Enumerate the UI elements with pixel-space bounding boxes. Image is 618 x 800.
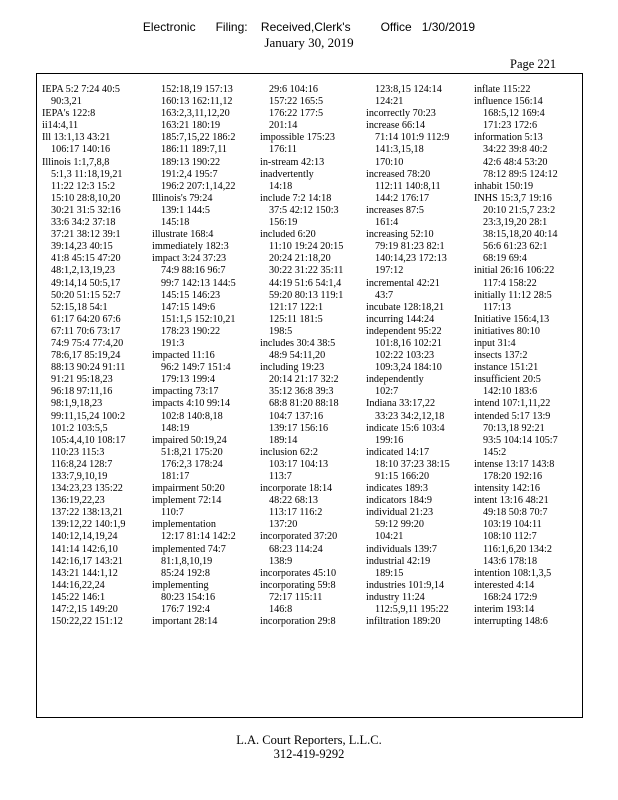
index-entry: incorporated 37:20 [260, 531, 338, 543]
index-entry-continuation: 81:1,8,10,19 [161, 555, 213, 567]
index-entry: influence 156:14 [474, 96, 543, 108]
index-entry: impacts 4:10 99:14 [152, 398, 231, 410]
index-entry: impossible 175:23 [260, 132, 335, 144]
index-entry-continuation: 85:24 192:8 [161, 567, 210, 579]
index-entry-continuation: 59:20 80:13 119:1 [269, 289, 344, 301]
index-entry: individual 21:23 [366, 507, 434, 519]
index-entry-continuation: 72:17 115:11 [269, 591, 323, 603]
index-entry: in-stream 42:13 [260, 156, 325, 168]
index-entry-continuation: 79:19 81:23 82:1 [375, 241, 445, 253]
index-entry-continuation: 74:9 75:4 77:4,20 [51, 337, 124, 349]
index-entry: inflate 115:22 [474, 84, 531, 95]
index-entry: Illinois's 79:24 [152, 192, 213, 204]
index-entry: incorporation 29:8 [260, 616, 336, 628]
index-entry-continuation: 143:6 178:18 [483, 555, 538, 567]
index-column-4 [366, 84, 467, 628]
index-entry: initially 11:12 28:5 [474, 289, 552, 301]
index-entry: impact 3:24 37:23 [152, 253, 227, 265]
index-entry: information 5:13 [474, 132, 543, 144]
index-entry-continuation: 15:10 28:8,10,20 [51, 192, 121, 204]
index-entry: include 7:2 14:18 [260, 192, 332, 204]
index-entry: inadvertently [260, 168, 314, 180]
index-entry: increased 78:20 [366, 168, 431, 180]
index-entry-continuation: 199:16 [375, 434, 404, 446]
index-entry: included 6:20 [260, 229, 316, 241]
index-entry-continuation: 141:3,15,18 [375, 144, 424, 156]
index-entry: implement 72:14 [152, 495, 222, 507]
index-entry-continuation: 101:2 103:5,5 [51, 422, 108, 434]
index-entry: Indiana 33:17,22 [366, 398, 436, 410]
reporter-phone: 312-419-9292 [273, 747, 345, 761]
index-entry-continuation: 116:8,24 128:7 [51, 458, 113, 470]
index-entry-continuation: 140:12,14,19,24 [51, 531, 118, 543]
index-entry: independent 95:22 [366, 325, 442, 337]
index-entry-continuation: 11:10 19:24 20:15 [269, 241, 344, 253]
index-entry-continuation: 133:7,9,10,19 [51, 471, 108, 482]
index-entry-continuation: 18:10 37:23 38:15 [375, 458, 450, 470]
filing-header [0, 20, 618, 50]
index-entry-continuation: 30:22 31:22 35:11 [269, 265, 344, 277]
index-entry: implementation [152, 519, 216, 531]
index-entry-continuation: 12:17 81:14 142:2 [161, 531, 236, 543]
index-entry-continuation: 98:1,9,18,23 [51, 398, 103, 410]
index-column-2 [152, 84, 253, 628]
index-entry-continuation: 117:13 [483, 301, 511, 313]
index-entry: intense 13:17 143:8 [474, 458, 555, 470]
index-entry-continuation: 71:14 101:9 112:9 [375, 132, 450, 144]
index-entry-continuation: 198:5 [269, 325, 293, 337]
index-entry-continuation: 117:4 158:22 [483, 277, 537, 289]
index-entry: IEPA 5:2 7:24 40:5 [42, 84, 121, 95]
index-entry: initial 26:16 106:22 [474, 265, 555, 277]
index-entry-continuation: 23:3,19,20 28:1 [483, 217, 548, 229]
index-entry: incremental 42:21 [366, 277, 440, 289]
index-entry-continuation: 14:18 [269, 180, 293, 192]
reporter-footer [0, 733, 618, 761]
index-entry-continuation: 106:17 140:16 [51, 144, 111, 156]
index-entry-continuation: 20:14 21:17 32:2 [269, 374, 339, 386]
index-entry-continuation: 43:7 [375, 289, 394, 301]
reporter-name: L.A. Court Reporters, L.L.C. [236, 733, 382, 747]
index-entry-continuation: 137:22 138:13,21 [51, 507, 123, 519]
index-entry: incorporating 59:8 [260, 579, 336, 591]
index-entry-continuation: 38:15,18,20 40:14 [483, 229, 558, 241]
index-entry-continuation: 137:20 [269, 519, 298, 531]
index-entry: INHS 15:3,7 19:16 [474, 192, 552, 204]
index-entry-continuation: 109:3,24 184:10 [375, 362, 442, 374]
index-entry-continuation: 5:1,3 11:18,19,21 [51, 168, 123, 180]
index-entry-continuation: 145:22 146:1 [51, 591, 106, 603]
index-entry-continuation: 20:10 21:5,7 23:2 [483, 204, 556, 216]
index-entry-continuation: 124:21 [375, 96, 404, 108]
index-entry-continuation: 90:3,21 [51, 96, 82, 108]
index-entry: intention 108:1,3,5 [474, 567, 552, 579]
index-entry-continuation: 70:13,18 92:21 [483, 422, 545, 434]
index-entry: inclusion 62:2 [260, 446, 319, 458]
index-entry-continuation: 74:9 88:16 96:7 [161, 265, 226, 277]
index-entry-continuation: 196:2 207:1,14,22 [161, 180, 236, 192]
index-entry-continuation: 142:16,17 143:21 [51, 555, 123, 567]
index-entry: inhabit 150:19 [474, 180, 534, 192]
index-entry-continuation: 104:7 137:16 [269, 410, 324, 422]
index-entry-continuation: 142:10 183:6 [483, 386, 538, 398]
index-entry-continuation: 68:8 81:20 88:18 [269, 398, 339, 410]
index-entry-continuation: 145:2 [483, 446, 507, 458]
index-entry-continuation: 191:3 [161, 337, 185, 349]
index-entry-continuation: 99:7 142:13 144:5 [161, 277, 236, 289]
index-entry-continuation: 178:23 190:22 [161, 325, 221, 337]
index-entry-continuation: 186:11 189:7,11 [161, 144, 228, 156]
index-entry-continuation: 141:14 142:6,10 [51, 543, 118, 555]
index-entry-continuation: 39:14,23 40:15 [51, 241, 113, 253]
index-entry-continuation: 34:22 39:8 40:2 [483, 144, 548, 156]
index-entry-continuation: 49:18 50:8 70:7 [483, 507, 548, 519]
index-entry-continuation: 156:19 [269, 217, 298, 229]
index-entry: Illinois 1:1,7,8,8 [42, 156, 110, 168]
index-entry-continuation: 11:22 12:3 15:2 [51, 180, 116, 192]
index-entry: instance 151:21 [474, 362, 539, 374]
index-entry-continuation: 102:7 [375, 386, 399, 398]
index-entry: incorporate 18:14 [260, 483, 333, 495]
index-entry-continuation: 44:19 51:6 54:1,4 [269, 277, 342, 289]
index-entry-continuation: 123:8,15 124:14 [375, 84, 442, 95]
index-entry-continuation: 37:5 42:12 150:3 [269, 204, 339, 216]
index-entry: incurring 144:24 [366, 313, 435, 325]
index-entry-continuation: 112:5,9,11 195:22 [375, 604, 449, 616]
index-entry: industrial 42:19 [366, 555, 431, 567]
index-entry-continuation: 157:22 165:5 [269, 96, 324, 108]
index-entry-continuation: 41:8 45:15 47:20 [51, 253, 121, 265]
index-entry: impaired 50:19,24 [152, 434, 227, 446]
index-entry-continuation: 201:14 [269, 120, 298, 132]
index-entry-continuation: 136:19,22,23 [51, 495, 105, 507]
index-entry-continuation: 147:2,15 149:20 [51, 604, 118, 616]
index-entry-continuation: 138:9 [269, 555, 293, 567]
index-entry-continuation: 78:12 89:5 124:12 [483, 168, 558, 180]
index-entry: insufficient 20:5 [474, 374, 541, 386]
index-entry: individuals 139:7 [366, 543, 438, 555]
index-entry-continuation: 59:12 99:20 [375, 519, 424, 531]
index-entry-continuation: 121:17 122:1 [269, 301, 324, 313]
index-entry-continuation: 179:13 199:4 [161, 374, 216, 386]
index-entry-continuation: 102:22 103:23 [375, 350, 435, 362]
index-entry-continuation: 178:20 192:16 [483, 471, 543, 482]
index-entry-continuation: 145:18 [161, 217, 190, 229]
index-entry-continuation: 48:1,2,13,19,23 [51, 265, 115, 277]
index-entry-continuation: 80:23 154:16 [161, 591, 216, 603]
index-entry: incorrectly 70:23 [366, 108, 436, 120]
index-entry: insects 137:2 [474, 350, 528, 362]
index-entry-continuation: 134:23,23 135:22 [51, 483, 123, 495]
index-entry-continuation: 176:7 192:4 [161, 604, 210, 616]
index-entry-continuation: 99:11,15,24 100:2 [51, 410, 126, 422]
word-index-box [36, 73, 583, 718]
index-entry-continuation: 176:22 177:5 [269, 108, 324, 120]
index-entry: ii14:4,11 [42, 120, 79, 132]
index-entry-continuation: 112:11 140:8,11 [375, 180, 441, 192]
index-entry: implementing [152, 579, 209, 591]
index-entry: input 31:4 [474, 337, 516, 349]
index-entry-continuation: 56:6 61:23 62:1 [483, 241, 548, 253]
index-entry: incorporates 45:10 [260, 567, 337, 579]
index-entry-continuation: 189:14 [269, 434, 298, 446]
index-entry-continuation: 144:2 176:17 [375, 192, 430, 204]
index-entry-continuation: 150:22,22 151:12 [51, 616, 123, 628]
index-entry-continuation: 139:1 144:5 [161, 204, 210, 216]
index-entry-continuation: 145:15 146:23 [161, 289, 221, 301]
index-entry: includes 30:4 38:5 [260, 337, 336, 349]
index-entry: immediately 182:3 [152, 241, 229, 253]
index-entry-continuation: 143:21 144:1,12 [51, 567, 118, 579]
index-entry: initiatives 80:10 [474, 325, 540, 337]
index-entry: intent 13:16 48:21 [474, 495, 549, 507]
index-entry-continuation: 35:12 36:8 39:3 [269, 386, 334, 398]
page-number: Page 221 [510, 57, 557, 71]
index-entry: indicators 184:9 [366, 495, 432, 507]
index-entry: Initiative 156:4,13 [474, 313, 550, 325]
index-entry-continuation: 148:19 [161, 422, 190, 434]
index-entry-continuation: 125:11 181:5 [269, 313, 323, 325]
index-entry: interrupting 148:6 [474, 616, 548, 628]
index-entry-continuation: 146:8 [269, 604, 293, 616]
index-entry-continuation: 29:6 104:16 [269, 84, 318, 95]
index-entry-continuation: 91:21 95:18,23 [51, 374, 113, 386]
index-entry: indicate 15:6 103:4 [366, 422, 445, 434]
index-entry-continuation: 181:17 [161, 471, 190, 482]
index-entry-continuation: 113:17 116:2 [269, 507, 323, 519]
index-entry: industries 101:9,14 [366, 579, 445, 591]
filing-stamp: Electronic Filing: Received,Clerk's Office 1/30/2019 [142, 20, 476, 34]
index-entry: illustrate 168:4 [152, 229, 214, 241]
index-entry-continuation: 168:24 172:9 [483, 591, 538, 603]
index-entry-continuation: 68:19 69:4 [483, 253, 527, 265]
index-entry-continuation: 139:17 156:16 [269, 422, 329, 434]
index-entry: intensity 142:16 [474, 483, 540, 495]
index-entry-continuation: 161:4 [375, 217, 399, 229]
index-entry-continuation: 152:18,19 157:13 [161, 84, 233, 95]
index-entry-continuation: 67:11 70:6 73:17 [51, 325, 121, 337]
index-entry-continuation: 140:14,23 172:13 [375, 253, 447, 265]
index-entry: Ill 13:1,13 43:21 [42, 132, 111, 144]
index-entry-continuation: 170:10 [375, 156, 404, 168]
index-entry: impacted 11:16 [152, 350, 215, 362]
index-entry: incubate 128:18,21 [366, 301, 445, 313]
index-entry-continuation: 102:8 140:8,18 [161, 410, 223, 422]
index-entry-continuation: 113:7 [269, 471, 292, 482]
index-column-3 [260, 84, 361, 628]
index-entry-continuation: 110:23 115:3 [51, 446, 105, 458]
index-entry: indicates 189:3 [366, 483, 428, 495]
index-entry-continuation: 185:7,15,22 186:2 [161, 132, 236, 144]
index-entry-continuation: 105:4,4,10 108:17 [51, 434, 126, 446]
index-entry-continuation: 116:1,6,20 134:2 [483, 543, 552, 555]
index-entry-continuation: 68:23 114:24 [269, 543, 323, 555]
index-entry: interim 193:14 [474, 604, 535, 616]
index-entry-continuation: 48:22 68:13 [269, 495, 318, 507]
index-entry: including 19:23 [260, 362, 325, 374]
index-entry: intend 107:1,11,22 [474, 398, 551, 410]
index-entry-continuation: 96:2 149:7 151:4 [161, 362, 231, 374]
index-entry-continuation: 20:24 21:18,20 [269, 253, 331, 265]
index-entry: interested 4:14 [474, 579, 535, 591]
index-entry-continuation: 61:17 64:20 67:6 [51, 313, 121, 325]
index-entry-continuation: 144:16,22,24 [51, 579, 105, 591]
index-entry-continuation: 191:2,4 195:7 [161, 168, 218, 180]
index-entry-continuation: 93:5 104:14 105:7 [483, 434, 558, 446]
index-entry: IEPA's 122:8 [42, 108, 96, 120]
index-entry-continuation: 33:23 34:2,12,18 [375, 410, 445, 422]
index-column-1 [42, 84, 143, 628]
index-entry-continuation: 52:15,18 54:1 [51, 301, 108, 313]
index-entry-continuation: 110:7 [161, 507, 184, 519]
index-entry: independently [366, 374, 424, 386]
index-entry: indicated 14:17 [366, 446, 430, 458]
filing-date: January 30, 2019 [264, 35, 354, 50]
index-entry-continuation: 104:21 [375, 531, 404, 543]
index-entry: increasing 52:10 [366, 229, 434, 241]
index-entry: intended 5:17 13:9 [474, 410, 551, 422]
index-entry-continuation: 108:10 112:7 [483, 531, 537, 543]
index-entry-continuation: 91:15 166:20 [375, 471, 430, 482]
index-entry: important 28:14 [152, 616, 218, 628]
index-entry: implemented 74:7 [152, 543, 226, 555]
index-entry-continuation: 147:15 149:6 [161, 301, 216, 313]
index-entry-continuation: 197:12 [375, 265, 404, 277]
index-entry: impairment 50:20 [152, 483, 225, 495]
index-entry-continuation: 176:2,3 178:24 [161, 458, 223, 470]
index-entry-continuation: 37:21 38:12 39:1 [51, 229, 121, 241]
index-entry-continuation: 42:6 48:4 53:20 [483, 156, 548, 168]
index-entry-continuation: 51:8,21 175:20 [161, 446, 223, 458]
index-entry: industry 11:24 [366, 591, 425, 603]
index-entry-continuation: 151:1,5 152:10,21 [161, 313, 236, 325]
index-entry-continuation: 163:21 180:19 [161, 120, 221, 132]
index-entry-continuation: 88:13 90:24 91:11 [51, 362, 126, 374]
index-entry-continuation: 163:2,3,11,12,20 [161, 108, 230, 120]
index-entry-continuation: 189:15 [375, 567, 404, 579]
index-entry: impacting 73:17 [152, 386, 219, 398]
index-entry: increase 66:14 [366, 120, 426, 132]
index-entry-continuation: 49:14,14 50:5,17 [51, 277, 121, 289]
index-entry: increases 87:5 [366, 204, 424, 216]
index-entry-continuation: 48:9 54:11,20 [269, 350, 326, 362]
index-entry-continuation: 50:20 51:15 52:7 [51, 289, 121, 301]
index-entry: infiltration 189:20 [366, 616, 441, 628]
index-entry-continuation: 189:13 190:22 [161, 156, 221, 168]
index-entry-continuation: 171:23 172:6 [483, 120, 538, 132]
index-column-5 [474, 84, 575, 628]
index-entry-continuation: 139:12,22 140:1,9 [51, 519, 126, 531]
index-entry-continuation: 33:6 34:2 37:18 [51, 217, 116, 229]
index-entry-continuation: 103:17 104:13 [269, 458, 329, 470]
index-entry-continuation: 30:21 31:5 32:16 [51, 204, 121, 216]
index-entry-continuation: 176:11 [269, 144, 297, 156]
index-entry-continuation: 160:13 162:11,12 [161, 96, 233, 108]
index-entry-continuation: 168:5,12 169:4 [483, 108, 545, 120]
index-entry-continuation: 78:6,17 85:19,24 [51, 350, 121, 362]
index-entry-continuation: 96:18 97:11,16 [51, 386, 113, 398]
index-entry-continuation: 103:19 104:11 [483, 519, 542, 531]
index-entry-continuation: 101:8,16 102:21 [375, 337, 442, 349]
